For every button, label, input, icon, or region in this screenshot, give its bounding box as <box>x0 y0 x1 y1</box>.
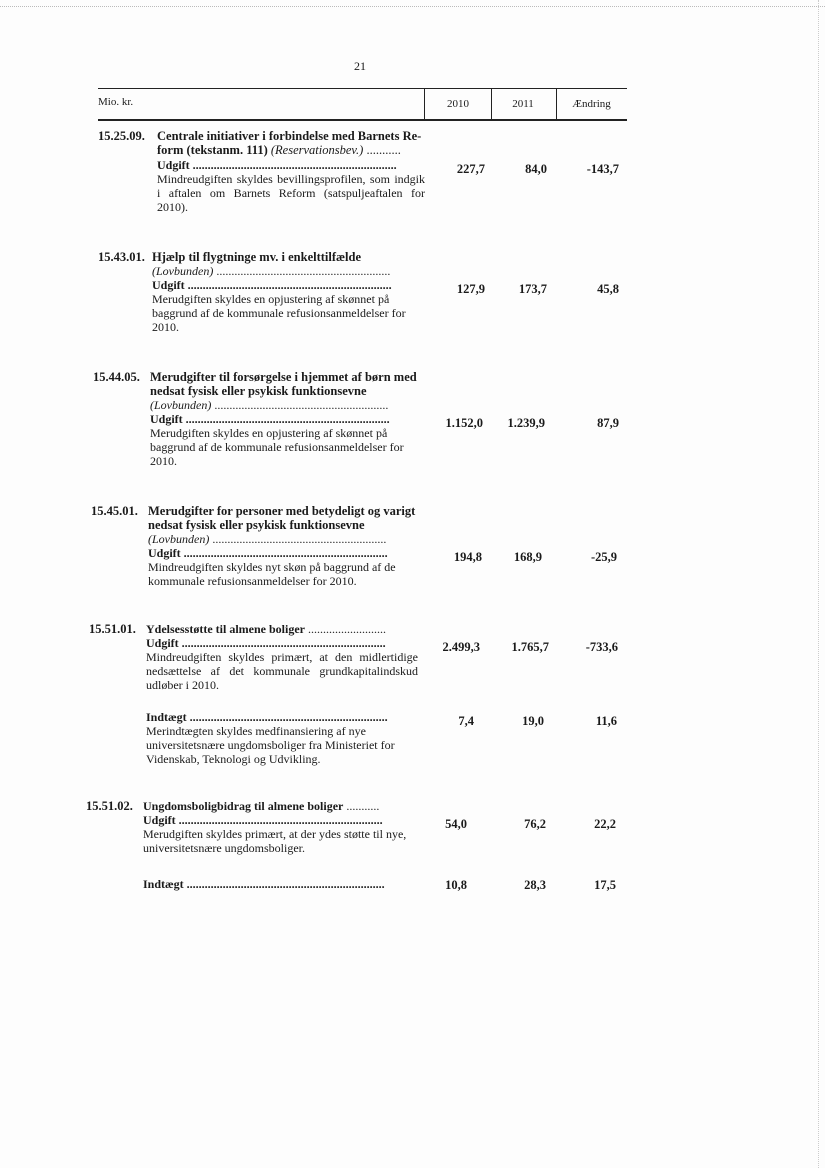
income-value-change: 11,6 <box>595 714 617 728</box>
value-2011: 84,0 <box>525 162 547 176</box>
entry-code: 15.44.05. <box>93 370 140 384</box>
leader-dots: ........... <box>343 799 380 813</box>
entry-description: Mindreudgiften skyldes bevillingsprofilen, som indgik i aftalen om Barnets Reform (satspuljeaftalen for 2010). <box>157 172 425 214</box>
value-change: -25,9 <box>590 550 617 564</box>
entry-description: Merudgiften skyldes en opjustering af skønnet på baggrund af de kommunale refusionsanmeldelser for 2010. <box>152 292 406 334</box>
entry-title <box>157 129 447 157</box>
value-2011: 1.765,7 <box>511 640 549 654</box>
leader-dots: .......................................................... <box>211 398 389 412</box>
value-change: -143,7 <box>586 162 619 176</box>
value-2010: 2.499,3 <box>442 640 480 654</box>
income-value-2010: 10,8 <box>445 878 467 892</box>
entry-kind-udgift: Udgift .................................................................... <box>152 278 392 292</box>
entry-kind-udgift: Udgift .................................................................... <box>148 546 388 560</box>
entry-code: 15.51.02. <box>86 799 133 813</box>
entry-title <box>146 622 416 636</box>
entry-kind-udgift: Udgift .................................................................... <box>146 636 386 650</box>
value-2011: 168,9 <box>513 550 542 564</box>
entry-description: Mindreudgiften skyldes nyt skøn på baggrund af de kommunale refusionsanmeldelser for 2010. <box>148 560 396 588</box>
page-number: 21 <box>354 59 366 73</box>
entry-status-line <box>150 398 418 412</box>
leader-dots: .......................... <box>304 622 386 636</box>
value-2010: 127,9 <box>456 282 485 296</box>
value-2011: 173,7 <box>518 282 547 296</box>
entry-title-text: Ungdomsboligbidrag til almene boliger <box>143 799 344 813</box>
income-value-2011: 28,3 <box>524 878 546 892</box>
entry-code: 15.43.01. <box>98 250 145 264</box>
entry-title-text: Ydelsesstøtte til almene boliger <box>146 622 305 636</box>
entry-code: 15.45.01. <box>91 504 138 518</box>
entry-code: 15.51.01. <box>89 622 136 636</box>
income-value-2010: 7,4 <box>458 714 474 728</box>
leader-dots: ........... <box>363 143 401 157</box>
entry-kind-udgift: Udgift .................................................................... <box>150 412 390 426</box>
entry-description: Merudgiften skyldes primært, at der ydes støtte til nye, universitetsnære ungdomsboliger. <box>143 827 407 855</box>
entry-status-line <box>148 532 416 546</box>
value-change: 87,9 <box>597 416 619 430</box>
leader-dots: .......................................................... <box>213 264 391 278</box>
value-2010: 54,0 <box>445 817 467 831</box>
entry-title-line2 <box>157 143 447 157</box>
entry-kind-udgift: Udgift .................................................................... <box>157 158 397 172</box>
value-2010: 1.152,0 <box>445 416 483 430</box>
page-edge-top <box>0 6 825 7</box>
entry-kind-indtaegt: Indtægt .................................................................. <box>143 877 385 891</box>
entry-code: 15.25.09. <box>98 129 145 143</box>
column-change-header: Ændring <box>572 98 611 110</box>
entry-kind-indtaegt: Indtægt .................................................................. <box>146 710 388 724</box>
entry-title-line1: Centrale initiativer i forbindelse med Barnets Re- <box>157 129 422 143</box>
entry-status: (Reservationsbev.) <box>270 143 364 157</box>
unit-label: Mio. kr. <box>98 96 134 108</box>
income-value-2011: 19,0 <box>522 714 544 728</box>
entry-title: Merudgifter til forsørgelse i hjemmet af børn med nedsat fysisk eller psykisk funktionsevne <box>150 370 417 398</box>
income-value-change: 17,5 <box>594 878 616 892</box>
value-2011: 76,2 <box>524 817 546 831</box>
value-2011: 1.239,9 <box>507 416 545 430</box>
entry-title-text: form (tekstanm. 111) <box>157 143 268 157</box>
value-2010: 194,8 <box>453 550 482 564</box>
entry-status: (Lovbunden) <box>152 264 214 278</box>
column-2010-header: 2010 <box>424 89 492 119</box>
entry-title: Merudgifter for personer med betydeligt og varigt nedsat fysisk eller psykisk funktionsevne <box>148 504 416 532</box>
value-change: -733,6 <box>585 640 618 654</box>
entry-status-line <box>152 264 420 278</box>
leader-dots: .......................................................... <box>209 532 387 546</box>
value-2010: 227,7 <box>456 162 485 176</box>
entry-title: Hjælp til flygtninge mv. i enkelttilfælde <box>152 250 362 264</box>
entry-description: Mindreudgiften skyldes primært, at den midlertidige nedsættelse af det kommunale grundkapitalindskud udløber i 2010. <box>146 650 418 692</box>
entry-kind-udgift: Udgift .................................................................... <box>143 813 383 827</box>
value-change: 22,2 <box>594 817 616 831</box>
column-2011-header: 2011 <box>490 89 557 119</box>
entry-status: (Lovbunden) <box>148 532 210 546</box>
page-edge-right <box>818 0 819 1168</box>
entry-title <box>143 799 415 813</box>
entry-status: (Lovbunden) <box>150 398 212 412</box>
entry-description: Merudgiften skyldes en opjustering af skønnet på baggrund af de kommunale refusionsanmeldelser for 2010. <box>150 426 404 468</box>
entry-income-description: Merindtægten skyldes medfinansiering af nye universitetsnære ungdomsboliger fra Ministeriet for Videnskab, Teknologi og Udvikling. <box>146 724 395 766</box>
table-header <box>98 88 627 121</box>
value-change: 45,8 <box>597 282 619 296</box>
